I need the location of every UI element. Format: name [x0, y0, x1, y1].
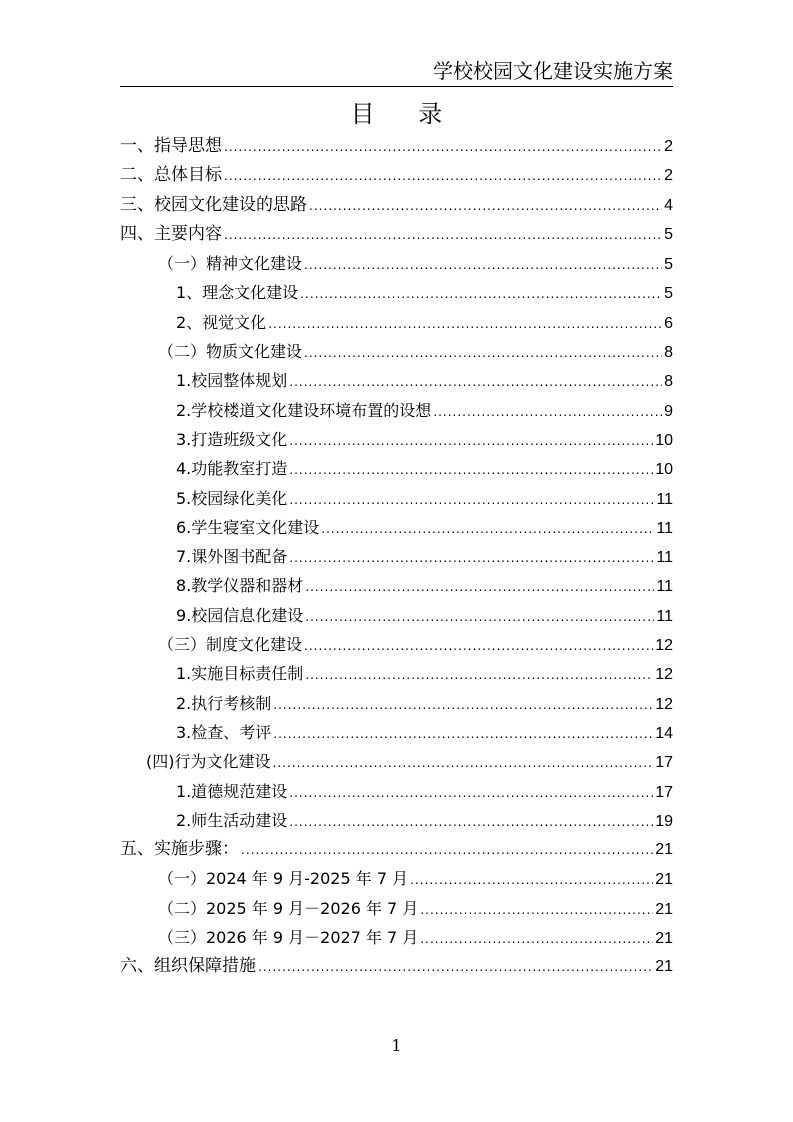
dot-leader — [273, 749, 654, 778]
toc-entry-text: 一、指导思想 — [120, 136, 222, 156]
toc-entry-text: 1、理念文化建设 — [176, 283, 299, 303]
toc-page-number: 8 — [664, 373, 673, 391]
toc-entry[interactable] — [120, 952, 673, 981]
toc-page-number: 6 — [664, 314, 673, 332]
toc-page-number: 8 — [664, 344, 673, 362]
toc-page-number: 21 — [655, 900, 673, 918]
toc-entry-text: 五、实施步骤： — [120, 839, 239, 860]
toc-entry[interactable] — [120, 747, 673, 776]
dot-leader — [268, 310, 662, 339]
toc-page-number: 11 — [656, 578, 673, 596]
toc-entry-text: （二）2025 年 9 月－2026 年 7 月 — [158, 898, 419, 918]
toc-entry[interactable] — [120, 396, 673, 425]
toc-entry[interactable] — [120, 923, 673, 952]
toc-page-number: 11 — [656, 607, 673, 625]
dot-leader — [300, 280, 662, 309]
toc-entry-text: 6.学生寝室文化建设 — [176, 517, 320, 537]
toc-page-number: 2 — [664, 138, 673, 155]
toc-entry-text: 三、校园文化建设的思路 — [120, 194, 307, 215]
toc-entry-text: 5.校园绿化美化 — [176, 488, 288, 508]
toc-page-number: 21 — [655, 958, 673, 976]
toc-entry-text: 2.执行考核制 — [176, 693, 272, 713]
toc-page-number: 12 — [655, 637, 673, 655]
dot-leader — [289, 427, 653, 456]
dot-leader — [224, 133, 662, 162]
toc-entry-text: (四)行为文化建设 — [146, 752, 271, 772]
toc-page-number: 12 — [655, 666, 673, 684]
toc-entry-text: 7.课外图书配备 — [176, 547, 288, 567]
toc-entry[interactable] — [120, 894, 673, 923]
toc-entry[interactable] — [120, 249, 673, 278]
toc-page-number: 21 — [655, 930, 673, 948]
toc-entry-text: （一）2024 年 9 月-2025 年 7 月 — [158, 869, 409, 889]
toc-entry[interactable] — [120, 689, 673, 718]
toc-page-number: 9 — [664, 402, 673, 420]
toc-entry-text: 四、主要内容 — [120, 223, 222, 244]
toc-entry-text: 9.校园信息化建设 — [176, 605, 304, 625]
toc-entry-text: 3.检查、考评 — [176, 722, 272, 742]
dot-leader — [321, 515, 654, 544]
toc-page-number: 17 — [655, 754, 673, 772]
toc-page-number: 4 — [664, 196, 673, 214]
toc-page-number: 21 — [655, 841, 673, 859]
dot-leader — [304, 339, 662, 368]
toc-entry[interactable] — [120, 864, 673, 893]
document-title: 学校校园文化建设实施方案 — [433, 59, 673, 83]
toc-entry-text: 3.打造班级文化 — [176, 429, 288, 449]
toc-entry-text: 1.校园整体规划 — [176, 371, 288, 391]
toc-page-number: 5 — [664, 285, 673, 303]
toc-entry-text: （一）精神文化建设 — [158, 254, 303, 274]
dot-leader — [289, 779, 653, 808]
toc-page-number: 11 — [656, 519, 673, 537]
toc-entry-text: 4.功能教室打造 — [176, 459, 288, 479]
running-header — [120, 56, 673, 87]
page-number: 1 — [391, 1036, 402, 1055]
toc-entry-text: 2.师生活动建设 — [176, 810, 288, 830]
dot-leader — [289, 544, 654, 573]
dot-leader — [420, 896, 653, 925]
dot-leader — [433, 398, 662, 427]
table-of-contents — [120, 132, 673, 982]
toc-entry-text: （三）制度文化建设 — [158, 635, 303, 655]
dot-leader — [258, 953, 653, 982]
toc-entry[interactable] — [120, 366, 673, 395]
toc-page-number: 19 — [655, 812, 673, 830]
dot-leader — [289, 808, 653, 837]
toc-entry-text: 8.教学仪器和器材 — [176, 576, 304, 596]
toc-entry[interactable] — [120, 835, 673, 864]
dot-leader — [304, 251, 662, 280]
toc-page-number: 11 — [656, 490, 673, 508]
toc-entry[interactable] — [120, 542, 673, 571]
dot-leader — [273, 691, 653, 720]
toc-entry[interactable] — [120, 806, 673, 835]
toc-entry[interactable] — [120, 161, 673, 190]
toc-page-number: 21 — [655, 871, 673, 889]
toc-page-number: 12 — [655, 695, 673, 713]
toc-entry[interactable] — [120, 337, 673, 366]
toc-entry[interactable] — [120, 630, 673, 659]
dot-leader — [289, 368, 662, 397]
toc-entry-text: 二、总体目标 — [120, 165, 222, 186]
toc-page-number: 2 — [664, 167, 673, 185]
toc-entry-text: 2.学校楼道文化建设环境布置的设想 — [176, 400, 432, 420]
toc-entry[interactable] — [120, 425, 673, 454]
dot-leader — [224, 162, 662, 191]
dot-leader — [309, 192, 662, 221]
dot-leader — [305, 661, 653, 690]
toc-page-number: 10 — [655, 431, 673, 449]
toc-entry-text: （二）物质文化建设 — [158, 342, 303, 362]
toc-entry[interactable] — [120, 454, 673, 483]
dot-leader — [289, 456, 653, 485]
toc-entry[interactable] — [120, 777, 673, 806]
toc-entry[interactable] — [120, 220, 673, 249]
dot-leader — [420, 925, 653, 954]
toc-page-number: 10 — [655, 461, 673, 479]
dot-leader — [289, 486, 654, 515]
toc-entry[interactable] — [120, 308, 673, 337]
toc-entry[interactable] — [120, 191, 673, 220]
toc-page-number: 11 — [656, 549, 673, 567]
toc-entry-text: 六、组织保障措施 — [120, 956, 256, 977]
toc-entry[interactable] — [120, 601, 673, 630]
toc-page-number: 5 — [664, 256, 673, 274]
toc-page-number: 17 — [655, 783, 673, 801]
toc-entry[interactable] — [120, 571, 673, 600]
toc-entry-text: 1.实施目标责任制 — [176, 664, 304, 684]
toc-title: 目 录 — [350, 100, 461, 128]
dot-leader — [241, 836, 653, 865]
toc-page-number: 14 — [655, 724, 673, 742]
toc-entry-text: 1.道德规范建设 — [176, 781, 288, 801]
toc-entry[interactable] — [120, 484, 673, 513]
toc-entry[interactable] — [120, 132, 673, 161]
dot-leader — [304, 632, 653, 661]
dot-leader — [224, 221, 662, 250]
toc-page-number: 5 — [664, 225, 673, 243]
dot-leader — [305, 573, 654, 602]
dot-leader — [305, 603, 654, 632]
dot-leader — [410, 866, 653, 895]
toc-entry-text: 2、视觉文化 — [176, 312, 267, 332]
toc-entry[interactable] — [120, 278, 673, 307]
toc-entry[interactable] — [120, 718, 673, 747]
toc-entry-text: （三）2026 年 9 月－2027 年 7 月 — [158, 928, 419, 948]
toc-entry[interactable] — [120, 659, 673, 688]
dot-leader — [273, 720, 653, 749]
toc-entry[interactable] — [120, 513, 673, 542]
